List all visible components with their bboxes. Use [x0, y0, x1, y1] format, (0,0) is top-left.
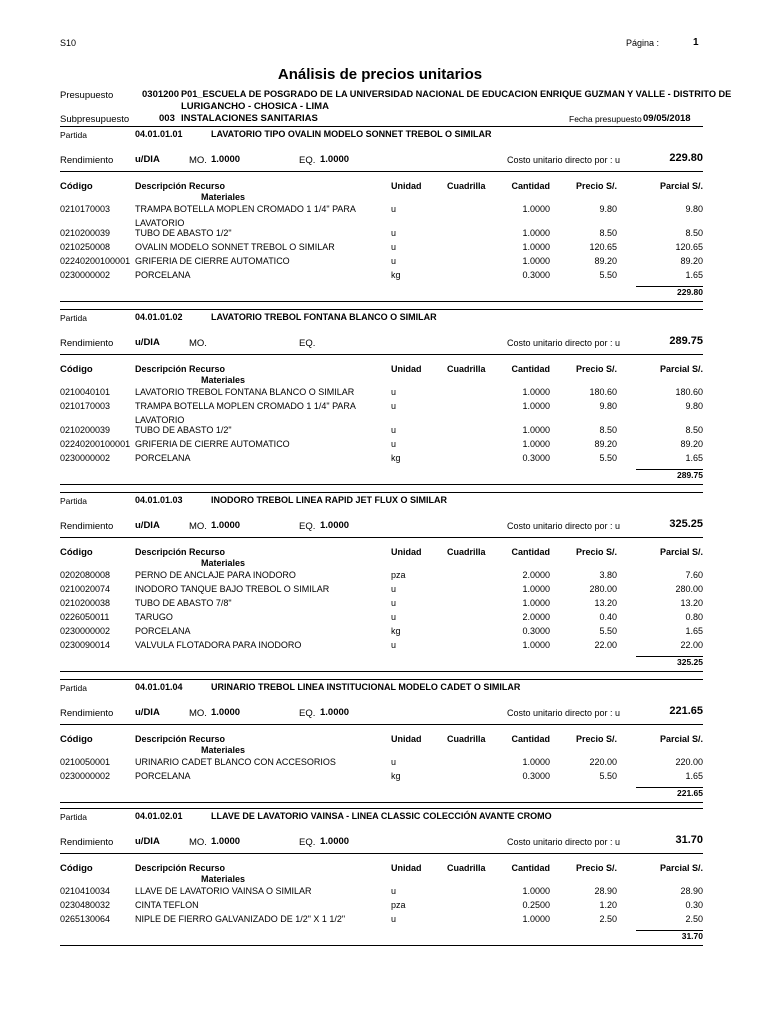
mo-label: MO. — [189, 837, 207, 848]
partida-label: Partida — [60, 683, 87, 693]
table-row — [60, 584, 703, 597]
item-precio: 0.40 — [599, 612, 617, 622]
item-unidad: kg — [391, 626, 401, 636]
table-row — [60, 425, 703, 438]
item-parcial: 0.30 — [685, 900, 703, 910]
item-precio: 220.00 — [589, 757, 617, 767]
costo-value: 31.70 — [675, 834, 703, 846]
col-precio-header: Precio S/. — [575, 364, 617, 374]
col-cantidad-header: Cantidad — [511, 547, 550, 557]
mo-value: 1.0000 — [211, 520, 241, 531]
table-row — [60, 439, 703, 452]
partida-label: Partida — [60, 130, 87, 140]
item-unidad: kg — [391, 771, 401, 781]
page-label: Página : — [626, 38, 660, 48]
rendimiento-label: Rendimiento — [60, 338, 114, 349]
item-precio: 28.90 — [594, 886, 617, 896]
item-unidad: u — [391, 612, 397, 622]
partida-bottom-line — [60, 671, 703, 672]
col-parcial-header: Parcial S/. — [659, 181, 703, 191]
col-precio-header: Precio S/. — [575, 547, 617, 557]
item-precio: 1.20 — [599, 900, 617, 910]
item-descripcion: TRAMPA BOTELLA MOPLEN CROMADO 1 1/4" PARA — [135, 204, 356, 214]
item-descripcion: PORCELANA — [135, 626, 191, 636]
partida-total: 289.75 — [677, 470, 703, 480]
col-precio-header: Precio S/. — [575, 863, 617, 873]
subpresupuesto-name: INSTALACIONES SANITARIAS — [181, 113, 318, 124]
col-codigo-header: Código — [60, 547, 93, 558]
item-codigo: 0230000002 — [60, 270, 111, 280]
rendimiento-unit: u/DIA — [135, 337, 160, 348]
col-cantidad-header: Cantidad — [511, 181, 550, 191]
item-precio: 13.20 — [594, 598, 617, 608]
mo-label: MO. — [189, 521, 207, 532]
item-parcial: 1.65 — [685, 270, 703, 280]
table-row — [60, 626, 703, 639]
item-unidad: u — [391, 256, 397, 266]
item-parcial: 13.20 — [680, 598, 703, 608]
item-parcial: 89.20 — [680, 256, 703, 266]
mo-value: 1.0000 — [211, 707, 241, 718]
rendimiento-label: Rendimiento — [60, 708, 114, 719]
eq-label: EQ. — [299, 837, 316, 848]
item-cantidad: 0.3000 — [522, 270, 550, 280]
item-unidad: u — [391, 886, 397, 896]
column-header-separator — [60, 354, 703, 355]
partida-title: LAVATORIO TIPO OVALIN MODELO SONNET TREBOL O SIMILAR — [211, 129, 492, 139]
item-unidad: u — [391, 242, 397, 252]
partida-total: 325.25 — [677, 657, 703, 667]
item-precio: 89.20 — [594, 439, 617, 449]
partida-label: Partida — [60, 313, 87, 323]
col-descripcion-header: Descripción Recurso — [135, 181, 226, 191]
item-descripcion: PORCELANA — [135, 771, 191, 781]
item-unidad: u — [391, 640, 397, 650]
col-descripcion-header: Descripción Recurso — [135, 364, 226, 374]
item-cantidad: 1.0000 — [522, 757, 550, 767]
partida-total: 229.80 — [677, 287, 703, 297]
col-cuadrilla-header: Cuadrilla — [447, 181, 486, 191]
col-cuadrilla-header: Cuadrilla — [447, 863, 486, 873]
item-descripcion: URINARIO CADET BLANCO CON ACCESORIOS — [135, 757, 336, 767]
partida-separator — [60, 126, 703, 127]
item-precio: 89.20 — [594, 256, 617, 266]
col-precio-header: Precio S/. — [575, 734, 617, 744]
item-cantidad: 2.0000 — [522, 570, 550, 580]
item-codigo: 0210250008 — [60, 242, 111, 252]
item-precio: 9.80 — [599, 204, 617, 214]
partida-bottom-line — [60, 945, 703, 946]
table-row — [60, 387, 703, 400]
column-header-separator — [60, 537, 703, 538]
item-codigo: 0230000002 — [60, 626, 111, 636]
materiales-header: Materiales — [201, 745, 246, 755]
item-descripcion: INODORO TANQUE BAJO TREBOL O SIMILAR — [135, 584, 330, 594]
col-cuadrilla-header: Cuadrilla — [447, 364, 486, 374]
item-parcial: 1.65 — [685, 453, 703, 463]
table-row — [60, 270, 703, 283]
item-descripcion: TRAMPA BOTELLA MOPLEN CROMADO 1 1/4" PARA — [135, 401, 356, 411]
item-unidad: pza — [391, 900, 406, 910]
item-precio: 22.00 — [594, 640, 617, 650]
costo-label: Costo unitario directo por : u — [507, 521, 621, 531]
partida-title: INODORO TREBOL LINEA RAPID JET FLUX O SIMILAR — [211, 495, 448, 505]
item-cantidad: 1.0000 — [522, 228, 550, 238]
item-cantidad: 2.0000 — [522, 612, 550, 622]
item-parcial: 1.65 — [685, 771, 703, 781]
column-header-separator — [60, 724, 703, 725]
item-parcial: 280.00 — [675, 584, 703, 594]
presupuesto-code: 0301200 — [142, 89, 179, 100]
subpresupuesto-code: 003 — [159, 113, 175, 124]
table-row — [60, 771, 703, 784]
partida-separator — [60, 309, 703, 310]
item-descripcion-cont: LAVATORIO — [135, 218, 185, 228]
column-header-separator — [60, 171, 703, 172]
eq-value: 1.0000 — [320, 707, 350, 718]
col-unidad-header: Unidad — [391, 863, 422, 873]
mo-value: 1.0000 — [211, 154, 241, 165]
col-descripcion-header: Descripción Recurso — [135, 863, 226, 873]
item-codigo: 0226050011 — [60, 612, 110, 622]
col-codigo-header: Código — [60, 181, 93, 192]
eq-label: EQ. — [299, 338, 316, 349]
partida-code: 04.01.02.01 — [135, 811, 183, 821]
item-parcial: 0.80 — [685, 612, 703, 622]
item-parcial: 2.50 — [685, 914, 703, 924]
col-codigo-header: Código — [60, 863, 93, 874]
item-codigo: 0265130064 — [60, 914, 111, 924]
software-label: S10 — [60, 38, 77, 48]
costo-value: 289.75 — [669, 335, 703, 347]
col-precio-header: Precio S/. — [575, 181, 617, 191]
item-unidad: u — [391, 228, 397, 238]
eq-value: 1.0000 — [320, 520, 350, 531]
table-row — [60, 757, 703, 770]
eq-label: EQ. — [299, 155, 316, 166]
item-cantidad: 1.0000 — [522, 204, 550, 214]
item-codigo: 02240200100001 — [60, 439, 131, 449]
col-descripcion-header: Descripción Recurso — [135, 547, 226, 557]
mo-label: MO. — [189, 155, 207, 166]
fecha-label: Fecha presupuesto — [569, 114, 642, 124]
materiales-header: Materiales — [201, 874, 246, 884]
partida-code: 04.01.01.01 — [135, 129, 183, 139]
table-row — [60, 256, 703, 269]
mo-label: MO. — [189, 338, 207, 349]
partida-label: Partida — [60, 496, 87, 506]
item-codigo: 0210170003 — [60, 204, 111, 214]
item-descripcion-cont: LAVATORIO — [135, 415, 185, 425]
col-cantidad-header: Cantidad — [511, 364, 550, 374]
item-parcial: 1.65 — [685, 626, 703, 636]
item-parcial: 28.90 — [680, 886, 703, 896]
item-descripcion: VALVULA FLOTADORA PARA INODORO — [135, 640, 302, 650]
partida-separator — [60, 492, 703, 493]
presupuesto-name-line2: LURIGANCHO - CHOSICA - LIMA — [181, 101, 329, 112]
eq-label: EQ. — [299, 521, 316, 532]
col-unidad-header: Unidad — [391, 181, 422, 191]
materiales-header: Materiales — [201, 558, 246, 568]
col-unidad-header: Unidad — [391, 547, 422, 557]
partida-title: LAVATORIO TREBOL FONTANA BLANCO O SIMILAR — [211, 312, 437, 322]
presupuesto-name-line1: P01_ESCUELA DE POSGRADO DE LA UNIVERSIDAD NACIONAL DE EDUCACION ENRIQUE GUZMAN Y VALLE - DISTRITO DE — [181, 89, 732, 99]
item-unidad: kg — [391, 270, 401, 280]
table-row — [60, 204, 703, 217]
item-descripcion: PORCELANA — [135, 270, 191, 280]
item-precio: 180.60 — [589, 387, 617, 397]
item-cantidad: 1.0000 — [522, 387, 550, 397]
rendimiento-unit: u/DIA — [135, 154, 160, 165]
item-unidad: u — [391, 425, 397, 435]
col-cuadrilla-header: Cuadrilla — [447, 734, 486, 744]
partida-code: 04.01.01.03 — [135, 495, 183, 505]
item-precio: 280.00 — [589, 584, 617, 594]
partida-title: URINARIO TREBOL LINEA INSTITUCIONAL MODELO CADET O SIMILAR — [211, 682, 521, 692]
item-unidad: u — [391, 598, 397, 608]
rendimiento-unit: u/DIA — [135, 520, 160, 531]
item-codigo: 0210200039 — [60, 425, 111, 435]
materiales-header: Materiales — [201, 192, 246, 202]
item-codigo: 0210410034 — [60, 886, 111, 896]
partida-bottom-line — [60, 484, 703, 485]
item-codigo: 0210020074 — [60, 584, 111, 594]
item-cantidad: 1.0000 — [522, 914, 550, 924]
item-parcial: 89.20 — [680, 439, 703, 449]
item-cantidad: 1.0000 — [522, 256, 550, 266]
table-row — [60, 242, 703, 255]
table-row — [60, 900, 703, 913]
eq-value: 1.0000 — [320, 154, 350, 165]
item-descripcion: OVALIN MODELO SONNET TREBOL O SIMILAR — [135, 242, 335, 252]
item-cantidad: 1.0000 — [522, 439, 550, 449]
item-descripcion: TUBO DE ABASTO 7/8" — [135, 598, 232, 608]
col-codigo-header: Código — [60, 364, 93, 375]
col-cantidad-header: Cantidad — [511, 863, 550, 873]
table-row — [60, 570, 703, 583]
col-descripcion-header: Descripción Recurso — [135, 734, 226, 744]
table-row — [60, 401, 703, 414]
item-codigo: 0202080008 — [60, 570, 111, 580]
table-row — [60, 453, 703, 466]
item-precio: 2.50 — [599, 914, 617, 924]
item-cantidad: 1.0000 — [522, 242, 550, 252]
costo-label: Costo unitario directo por : u — [507, 708, 621, 718]
item-codigo: 0210200038 — [60, 598, 111, 608]
item-precio: 8.50 — [599, 425, 617, 435]
col-unidad-header: Unidad — [391, 734, 422, 744]
costo-value: 221.65 — [669, 705, 703, 717]
item-unidad: u — [391, 584, 397, 594]
rendimiento-label: Rendimiento — [60, 837, 114, 848]
item-codigo: 0210170003 — [60, 401, 111, 411]
item-descripcion: TUBO DE ABASTO 1/2" — [135, 425, 232, 435]
col-unidad-header: Unidad — [391, 364, 422, 374]
item-parcial: 8.50 — [685, 228, 703, 238]
item-codigo: 0210050001 — [60, 757, 111, 767]
item-cantidad: 0.3000 — [522, 453, 550, 463]
item-descripcion: GRIFERIA DE CIERRE AUTOMATICO — [135, 256, 290, 266]
rendimiento-label: Rendimiento — [60, 521, 114, 532]
costo-label: Costo unitario directo por : u — [507, 837, 621, 847]
col-parcial-header: Parcial S/. — [659, 863, 703, 873]
item-descripcion: TARUGO — [135, 612, 173, 622]
item-descripcion: CINTA TEFLON — [135, 900, 199, 910]
eq-value: 1.0000 — [320, 836, 350, 847]
item-descripcion: TUBO DE ABASTO 1/2" — [135, 228, 232, 238]
rendimiento-unit: u/DIA — [135, 836, 160, 847]
item-unidad: u — [391, 439, 397, 449]
item-descripcion: LLAVE DE LAVATORIO VAINSA O SIMILAR — [135, 886, 312, 896]
item-codigo: 0210040101 — [60, 387, 111, 397]
partida-total: 221.65 — [677, 788, 703, 798]
item-cantidad: 0.3000 — [522, 626, 550, 636]
partida-separator — [60, 679, 703, 680]
item-cantidad: 1.0000 — [522, 886, 550, 896]
mo-label: MO. — [189, 708, 207, 719]
partida-bottom-line — [60, 301, 703, 302]
item-codigo: 0230000002 — [60, 771, 111, 781]
item-precio: 5.50 — [599, 771, 617, 781]
col-cuadrilla-header: Cuadrilla — [447, 547, 486, 557]
item-unidad: u — [391, 387, 397, 397]
item-unidad: u — [391, 914, 397, 924]
item-descripcion: PERNO DE ANCLAJE PARA INODORO — [135, 570, 296, 580]
item-descripcion: LAVATORIO TREBOL FONTANA BLANCO O SIMILAR — [135, 387, 355, 397]
table-row — [60, 612, 703, 625]
item-cantidad: 0.2500 — [522, 900, 550, 910]
item-cantidad: 1.0000 — [522, 598, 550, 608]
item-parcial: 8.50 — [685, 425, 703, 435]
item-cantidad: 1.0000 — [522, 425, 550, 435]
col-parcial-header: Parcial S/. — [659, 547, 703, 557]
col-parcial-header: Parcial S/. — [659, 734, 703, 744]
col-cantidad-header: Cantidad — [511, 734, 550, 744]
table-row — [60, 640, 703, 653]
partida-title: LLAVE DE LAVATORIO VAINSA - LINEA CLASSIC COLECCIÓN AVANTE CROMO — [211, 811, 552, 821]
item-precio: 8.50 — [599, 228, 617, 238]
item-codigo: 02240200100001 — [60, 256, 131, 266]
subpresupuesto-label: Subpresupuesto — [60, 114, 130, 125]
item-precio: 3.80 — [599, 570, 617, 580]
page-number: 1 — [693, 37, 699, 48]
column-header-separator — [60, 853, 703, 854]
item-descripcion: GRIFERIA DE CIERRE AUTOMATICO — [135, 439, 290, 449]
page-title: Análisis de precios unitarios — [277, 66, 483, 83]
item-parcial: 22.00 — [680, 640, 703, 650]
item-descripcion: NIPLE DE FIERRO GALVANIZADO DE 1/2" X 1 1/2" — [135, 914, 346, 924]
presupuesto-label: Presupuesto — [60, 90, 114, 101]
costo-label: Costo unitario directo por : u — [507, 338, 621, 348]
col-codigo-header: Código — [60, 734, 93, 745]
col-parcial-header: Parcial S/. — [659, 364, 703, 374]
table-row — [60, 914, 703, 927]
item-precio: 5.50 — [599, 270, 617, 280]
partida-label: Partida — [60, 812, 87, 822]
partida-total: 31.70 — [681, 931, 703, 941]
item-parcial: 9.80 — [685, 204, 703, 214]
item-unidad: u — [391, 204, 397, 214]
item-cantidad: 1.0000 — [522, 584, 550, 594]
item-unidad: u — [391, 401, 397, 411]
item-unidad: u — [391, 757, 397, 767]
rendimiento-label: Rendimiento — [60, 155, 114, 166]
item-codigo: 0230000002 — [60, 453, 111, 463]
costo-label: Costo unitario directo por : u — [507, 155, 621, 165]
item-precio: 5.50 — [599, 453, 617, 463]
partida-code: 04.01.01.02 — [135, 312, 183, 322]
item-codigo: 0210200039 — [60, 228, 111, 238]
item-precio: 5.50 — [599, 626, 617, 636]
item-parcial: 120.65 — [675, 242, 703, 252]
item-descripcion: PORCELANA — [135, 453, 191, 463]
partida-bottom-line — [60, 802, 703, 803]
costo-value: 325.25 — [669, 518, 703, 530]
item-cantidad: 1.0000 — [522, 401, 550, 411]
item-codigo: 0230480032 — [60, 900, 111, 910]
item-unidad: pza — [391, 570, 406, 580]
rendimiento-unit: u/DIA — [135, 707, 160, 718]
item-parcial: 7.60 — [685, 570, 703, 580]
costo-value: 229.80 — [669, 152, 703, 164]
item-precio: 9.80 — [599, 401, 617, 411]
fecha-value: 09/05/2018 — [643, 113, 691, 124]
item-parcial: 9.80 — [685, 401, 703, 411]
item-cantidad: 1.0000 — [522, 640, 550, 650]
eq-label: EQ. — [299, 708, 316, 719]
partida-separator — [60, 808, 703, 809]
materiales-header: Materiales — [201, 375, 246, 385]
table-row — [60, 228, 703, 241]
item-parcial: 180.60 — [675, 387, 703, 397]
table-row — [60, 886, 703, 899]
item-precio: 120.65 — [589, 242, 617, 252]
item-parcial: 220.00 — [675, 757, 703, 767]
table-row — [60, 598, 703, 611]
item-unidad: kg — [391, 453, 401, 463]
item-cantidad: 0.3000 — [522, 771, 550, 781]
mo-value: 1.0000 — [211, 836, 241, 847]
item-codigo: 0230090014 — [60, 640, 111, 650]
partida-code: 04.01.01.04 — [135, 682, 183, 692]
